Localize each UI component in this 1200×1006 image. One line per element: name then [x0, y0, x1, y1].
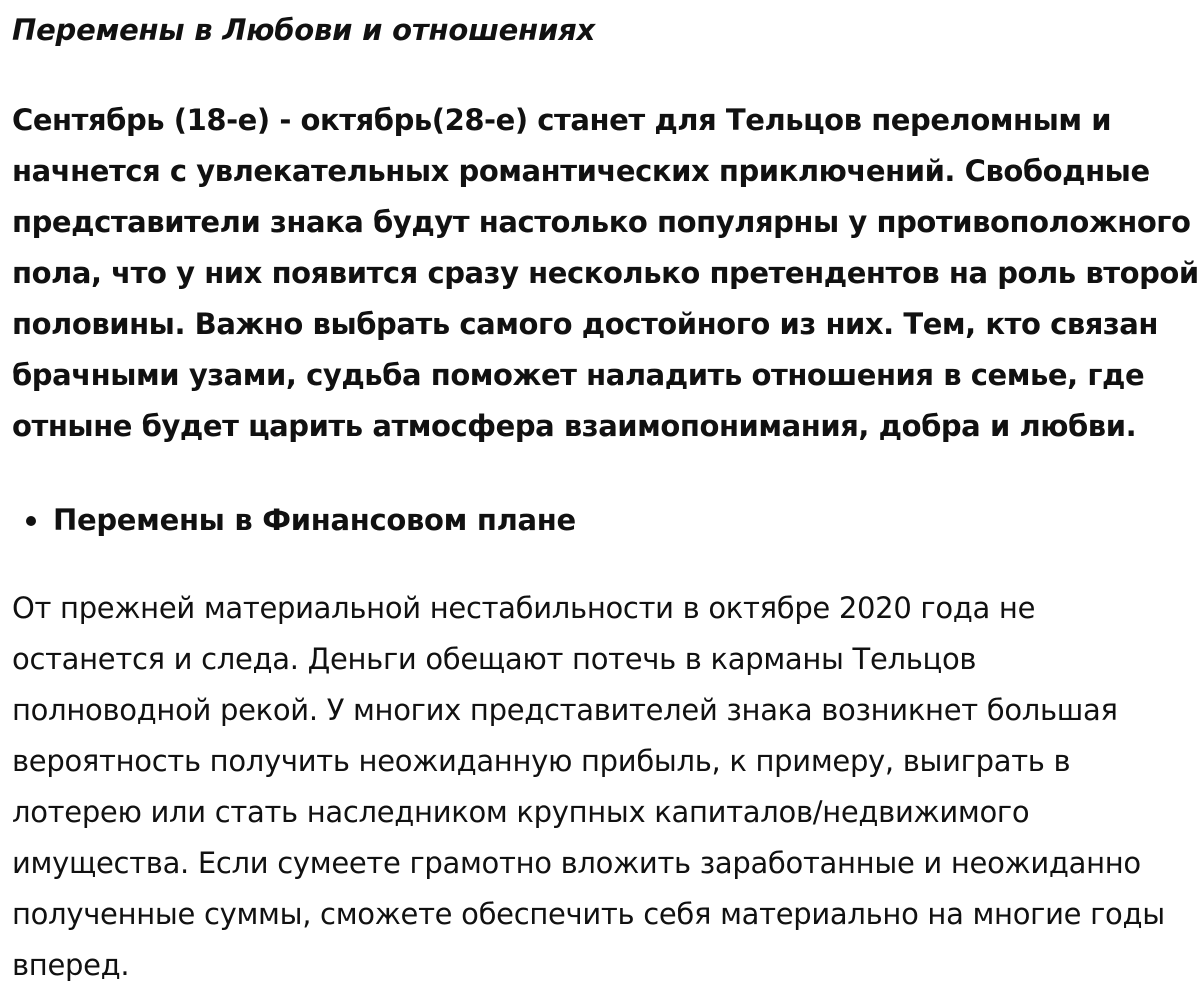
finance-paragraph-line: останется и следа. Деньги обещают потечь в карманы Тельцов: [12, 642, 977, 676]
finance-paragraph-line: полноводной рекой. У многих представителей знака возникнет большая: [12, 693, 1118, 727]
finance-paragraph-line: вперед.: [12, 948, 130, 982]
finance-paragraph-line: От прежней материальной нестабильности в октябре 2020 года не: [12, 591, 1036, 625]
finance-paragraph-line: лотерею или стать наследником крупных капиталов/недвижимого: [12, 795, 1030, 829]
love-paragraph-line: отныне будет царить атмосфера взаимопонимания, добра и любви.: [12, 409, 1137, 443]
finance-paragraph-line: имущества. Если сумеете грамотно вложить заработанные и неожиданно: [12, 846, 1141, 880]
love-paragraph-line: Сентябрь (18-е) - октябрь(28-е) станет для Тельцов переломным и: [12, 103, 1112, 137]
love-paragraph-line: начнется с увлекательных романтических приключений. Свободные: [12, 154, 1150, 188]
finance-heading-item: [12, 500, 1192, 540]
finance-paragraph: [12, 583, 1192, 991]
love-paragraph-line: пола, что у них появится сразу несколько претендентов на роль второй: [12, 256, 1199, 290]
love-heading: Перемены в Любови и отношениях: [12, 13, 596, 47]
finance-paragraph-line: полученные суммы, сможете обеспечить себя материально на многие годы: [12, 897, 1165, 931]
love-paragraph-line: представители знака будут настолько популярны у противоположного: [12, 205, 1191, 239]
love-paragraph-line: половины. Важно выбрать самого достойного из них. Тем, кто связан: [12, 307, 1159, 341]
article: [12, 0, 1199, 991]
finance-paragraph-line: вероятность получить неожиданную прибыль, к примеру, выиграть в: [12, 744, 1071, 778]
bullet-icon: [26, 516, 36, 526]
love-paragraph-line: брачными узами, судьба поможет наладить отношения в семье, где: [12, 358, 1145, 392]
love-paragraph: [12, 95, 1199, 452]
finance-heading: Перемены в Финансовом плане: [53, 503, 576, 537]
bullet-list: [12, 500, 1192, 540]
